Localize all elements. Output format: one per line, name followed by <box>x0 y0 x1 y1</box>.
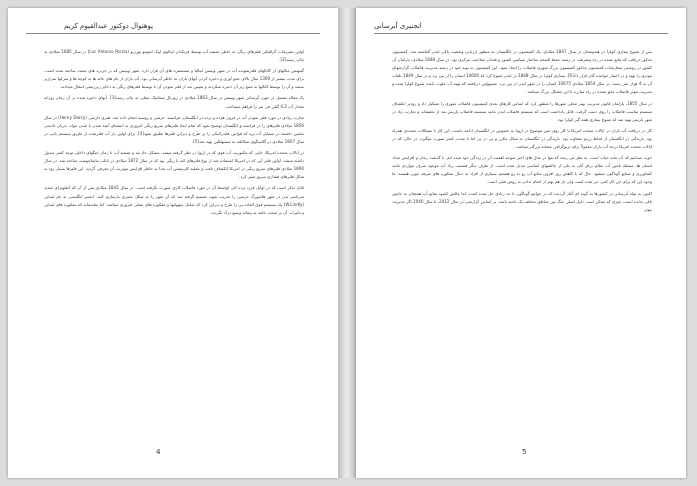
left-header-rule <box>26 33 320 34</box>
book-gutter <box>338 8 356 478</box>
paragraph: در ایالات متحده امریکا، جایی که مکتوریت آب قوی که در اروپا در نظر گرفته میشد، مشکل حاد تپد و تصفیه آب تا زمان جنگهای داخلی توجه کمتر مبذول داشته میشد. اولین فلتر آبی که در امریکا استفاده شد از نوع فلترهای کند با ریگی بود که در سال 1872 میلادی در ایالت ماساچوست ساخته شد. در سال 1890 میلادی فلترهای سریع ریگی در امریکا انکشاف یافت و عملیه کلرینیشن آب بعدا به خاطر افزایش موثریت آن معرفی گردید. این فلترها بسیار زود به شکل فلترهای فشاری سریع تغییر کرد. <box>44 150 304 180</box>
paragraph: خوب میدانیم که آب مایه حیات است. به نظر می رسد که تنها در سال های اخیر متوجه اهمیت آن در زندگی خود شده ایم. با گذشت زمان و افزایش تعداد انسان ها، مسئله تامین آب سالم برای آنان به یکی از چالشهای اساسی تبدیل شده است. از طرف دیگر قسمت زیاد آب موجود صرف مواردی مانند کشاورزی و صنایع گوناگون میشود. حال که با کاهش روز افزون منابع آب رو به رو هستیم بسیاری از افراد به دنبال مفکوره های صرفه جویی هستند. ما وجود این که برای این کار کمی دیر شده است ولی باز هم بهتر از انجام ندادن به روش قبلی است. <box>392 155 652 185</box>
paragraph: پس از شیوع بیماری کولرا در هندوستان در سال 1847 میلادی، یک کمیسیون در انگلستان به منظور ارزیابی وضعیت پاکی لندن گماشته شد. کمیسیون مذکور دریافت که مانع عمده در راه پیشرفت در زمینه حفظ الصحه ساختار سیاسی کشور و فقدان صلاحیت مرکزی بود. در سال 1848 میلادی، پارلمان آن کشور در روشنی سفارشات کمیسیون مذکور کمیسیون بزرگ شهری فاضلاب را ایجاد نمود. این کمیسیون به نوبه خود در زمینه مدیریت فاضلاب گزارشهای موثری را تهیه و در اختیار خواننده گان قرار داد[6]. بیماری کولرا در سال 1848 در لندن شیوع کرد که 14600 انسان را از بین برد و در سال 1849 تلفات آن به 4 هزار نفر رسید. در سال 1854 میلادی 10675 انسان را در شهر لندن از بین برد. مسوولین دریافتند که تهیه آب ملوث باعث شیوع کولرا شده و مدیریت موثر فاضلاب مانع عمده در راه مبارزه با این مشکل بزرگ میباشد. <box>392 49 653 95</box>
paragraph: گیتهنس مثالهای از کانالهای فلترشونده آب در شهر ویینس ایتالیا و مستعمره های آن قرار دارد. شهر ویینس که بر جزیره های متعدد ساخته شده است، برای مدت بیشتر از 1300 سال بالای جمع آوری و ذخیره کردن آبهای باران به خاطر آبرسانی بود. آب باران از بام های خانه ها به کوچه ها و سرکها سرازیر میشد و آن را توسط کانالها به منبع زیر آن ذخیره میکردند و سپس بعد از فلتر نمودن آن با توسط فلترهای ریگی به ذخایر زیرزمینی انتقال میدادند. <box>44 68 304 90</box>
right-header-rule <box>374 33 668 34</box>
left-page-header: پوهنوال دوکتور عبدالقیوم کریم <box>64 22 154 30</box>
right-page-number: 5 <box>522 448 527 456</box>
left-page <box>8 8 338 478</box>
paragraph: قابل تذکر است که در اوایل قرن نزده الی اواسط آن در مورد فاضلاب کاری صورت نگرفته است. در سال 1842 میلادی پس از آن که آنفلونزای شدید سرتاسر بدن در شهر هامبورگ جرمنی را تخریب نمود، تصمیم گرفته شد که آن شهر را به شکل عصری بازسازی کنند. انجنیر انگلیسی به نام لیندلی (W.Lindly) یک سیستم فوق العاده پی را طرح و دیزاین کرد که شامل سهولتها و مفکوره های عملی امروزی میباشد. اما متاسفانه که مفکوره های لیندلی و تاثیرات آن بر صحت عامه به پیمانه وسیع درک نگردید. <box>44 185 304 215</box>
left-page-number: 4 <box>156 448 161 456</box>
paragraph: اولین تشریحات گرافیکی فلترهای ریگی به خاطر تصفیه آب توسط فزیکدان ایتالوی لوک انتونیو پورزیو (Luc Antonio Porzio) در سال 1685 میلادی به چاپ رسید[2]. <box>44 49 304 63</box>
left-page-body <box>44 48 304 220</box>
paragraph: تجارب زیادی در مورد فلتر نمودن آب در قرون هژده و نزده در انگلستان، فرانسه، جرمنی و روسیه انجام داده شد. هنری دارسی (Henry Darcy) در سال 1856 میلادی فلترهای را در فرانسه و انگلستان توضیح نمود که تمام ابعاد فلترهای سریع ریگی امروزی به استثنای آنچه شدن با شدن مواد، جریان دادسی تخمین داشتند در مسایل آب پره که قوانین هایدرالیکی را بر طرح و دیزاین فلترها تطبیق نمود[4]. برای اولین بار آب فلترشده از طریق سیستم پایپ در سال 1807 میلادی در گلاسگوی سکاتلند به مستهلکین تهیه شد[5]. <box>44 114 305 144</box>
paragraph: اکنون به تولد آبرسانی در کشورها به گونه ای آغاز گردیده که در جوامع گوناگون تا حد زیادی حل شده است. اما چالش کمبود منابع آب همچنان به جایش باقی مانده است، چیزی که ممکن است دلیل اصلی جنگ بین مناطق مختلف یک ناحیه باشد. بر اساس گزارشی در سال 2012، تا سال 2040 اگر مدیریت موثر <box>392 190 652 212</box>
paragraph: در سال 1855، پارلمان قانون مدیریت بهتر محلی شهرها را منظور کرد که اساس کارهای بعدی کمیسیون فاضلاب شهری را تشکیل داد و زودتر انکشاف سیستم مناسب فاضلاب را روی دست گرفت. قابل یادداشت است که سیستم فاضلاب لندن مانند سیستم فاضلاب پاریس بعد از تحقیقات و تجارب زیاد در شهر پاریس تهیه شد که شیوع بیماری همه گیر کولرا بود. <box>392 100 652 122</box>
right-page <box>356 8 686 478</box>
paragraph: یک مقاله مفصل در مورد آبرسانی شهر ویینس در سال 1863 میلادی در ژورنال میخانیک عملی به چاپ رسید[3]. آبهای ذخیره شده در آن زمان روزانه مقدار آب 4.2 گیلن فی نفر را فراهم میساخت. <box>44 95 304 109</box>
right-page-body <box>392 48 652 217</box>
right-page-header: انجنیری آبرسانی <box>374 22 422 30</box>
paragraph: کار در دریافت آب باران در ایالات متحده امریکا با کار روی عین موضوع در اروپا به خصوص در انگلستان ادامه داشت. این کار با مشکلات متعددی همراه بود. باریدگی در انگلستان از لحاظ رژیم متفاوت بود. باریدگی در انگلستان به شکل مکرر و پی در پی اما با شدت کمتر صورت میگیرد، در حالی که در ایالات متحده امریکا درجه آب باران معمولاً برای تریوگرافی مشابه بزرگتر میباشد. <box>392 127 652 150</box>
